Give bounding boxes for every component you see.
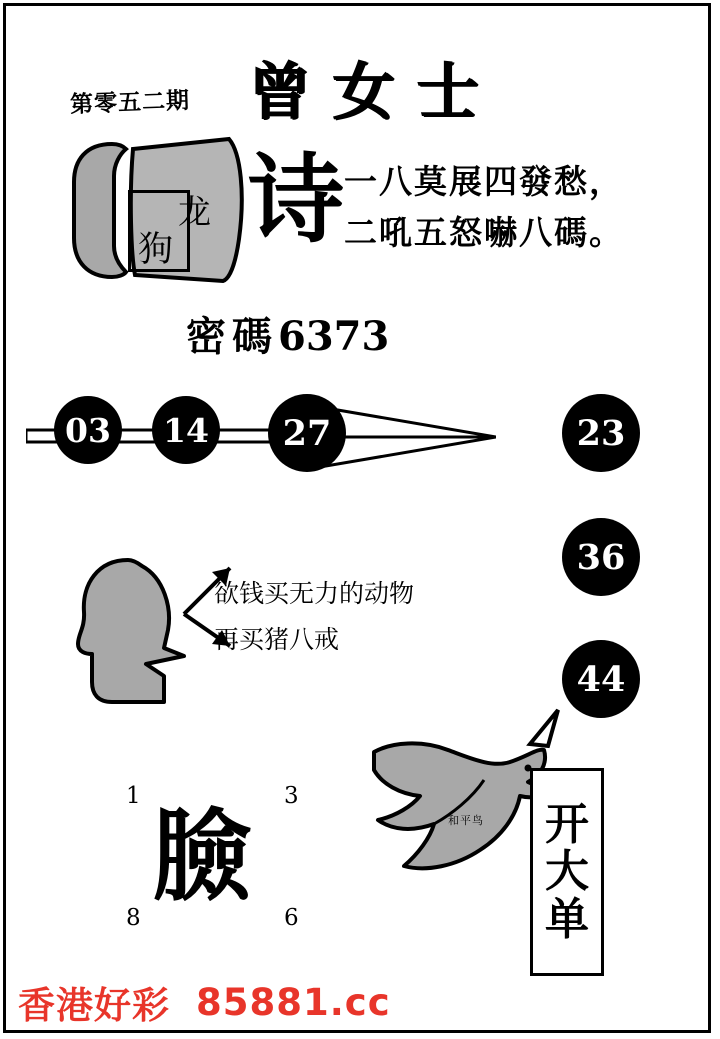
footer-url[interactable]: 85881.cc [196, 980, 391, 1024]
code-value: 6373 [278, 313, 390, 360]
number-ball: 27 [268, 394, 346, 472]
corner-digit-top-right: 3 [284, 783, 299, 809]
code-line [186, 305, 389, 362]
speech-line-1: 欲钱买无力的动物 [214, 579, 415, 608]
corner-digit-bottom-right: 6 [284, 905, 299, 931]
corner-digit-bottom-left: 8 [126, 905, 141, 931]
vertical-char: 开 [545, 798, 589, 850]
verse-line-2: 二吼五怒嚇八碼。 [344, 213, 624, 253]
big-glyph-char: 臉 [152, 797, 252, 915]
vertical-char: 单 [545, 893, 589, 945]
vertical-char: 大 [545, 846, 589, 898]
card-char-dragon: 龙 [178, 192, 211, 231]
poem-char: 诗 [248, 143, 344, 256]
verse-line-1: 一八莫展四發愁， [344, 162, 624, 201]
vertical-text-box [530, 768, 604, 976]
number-ball: 14 [152, 396, 220, 464]
number-ball: 23 [562, 394, 640, 472]
speech-line-2: 再买猪八戒 [214, 625, 340, 654]
verse-block [344, 156, 624, 258]
number-ball: 36 [562, 518, 640, 596]
page-title: 曾女士 [248, 55, 501, 128]
footer-brand: 香港好彩 [18, 983, 170, 1027]
corner-digit-top-left: 1 [126, 783, 141, 809]
card-char-dog: 狗 [138, 230, 174, 270]
number-ball: 03 [54, 396, 122, 464]
dove-caption: 和平鸟 [448, 814, 484, 827]
code-label: 密碼 [186, 313, 278, 360]
number-ball: 44 [562, 640, 640, 718]
issue-label: 第零五二期 [69, 86, 191, 119]
footer [18, 978, 702, 1026]
